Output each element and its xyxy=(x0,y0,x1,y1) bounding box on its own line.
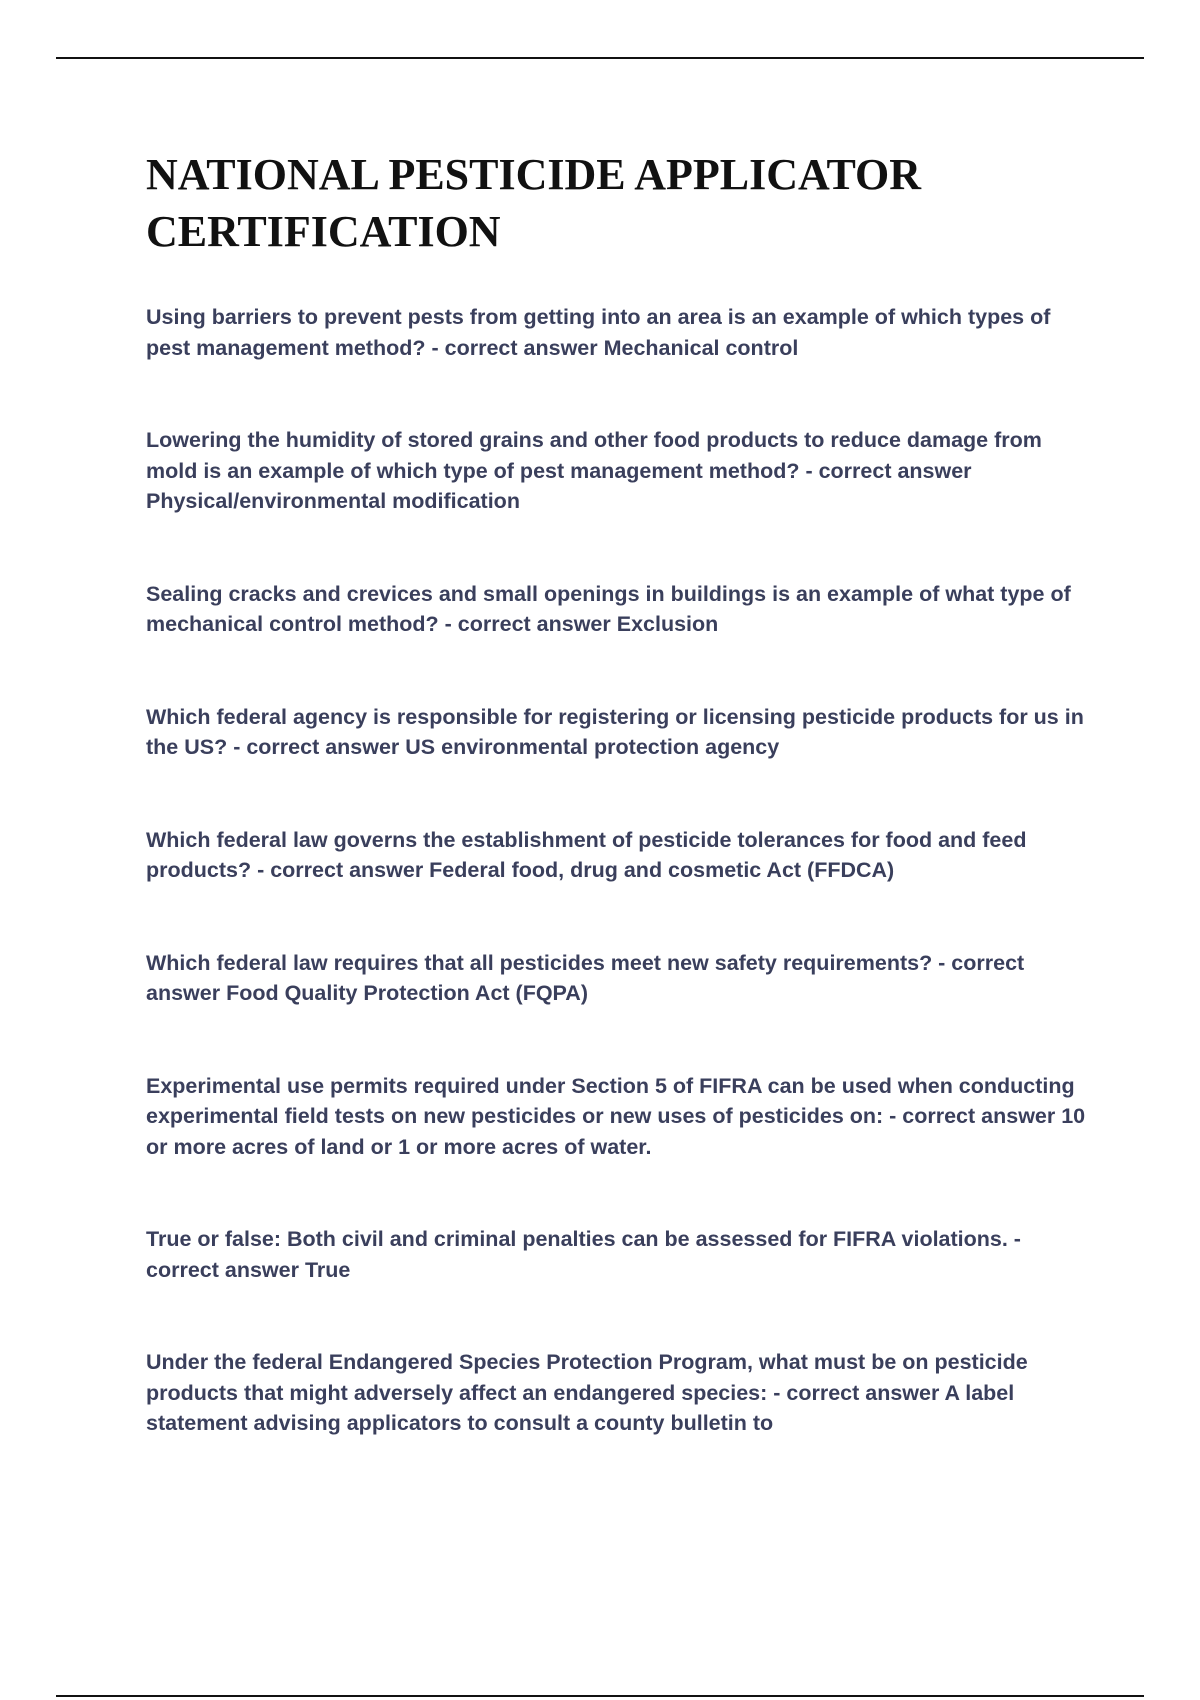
qa-list xyxy=(146,302,1090,1501)
bottom-divider xyxy=(56,1695,1144,1697)
qa-item: Lowering the humidity of stored grains and other food products to reduce damage from mold is an example of which type of pest management method? - correct answer Physical/environmental modification xyxy=(146,428,1042,513)
qa-item: Under the federal Endangered Species Protection Program, what must be on pesticide products that might adversely affect an endangered species: - correct answer A label statement advising applicators to consult a county bulletin to xyxy=(146,1350,1028,1435)
qa-item: Sealing cracks and crevices and small openings in buildings is an example of what type of mechanical control method? - correct answer Exclusion xyxy=(146,581,1071,636)
top-divider xyxy=(56,57,1144,59)
qa-item: Using barriers to prevent pests from getting into an area is an example of which types of pest management method? - correct answer Mechanical control xyxy=(146,305,1051,360)
qa-item: Which federal law governs the establishment of pesticide tolerances for food and feed products? - correct answer Federal food, drug and cosmetic Act (FFDCA) xyxy=(146,827,1027,882)
qa-item: Which federal law requires that all pesticides meet new safety requirements? - correct answer Food Quality Protection Act (FQPA) xyxy=(146,950,1025,1005)
qa-item: True or false: Both civil and criminal penalties can be assessed for FIFRA violations. - correct answer True xyxy=(146,1227,1021,1282)
document-title: NATIONAL PESTICIDE APPLICATOR CERTIFICATION xyxy=(146,150,922,256)
qa-item: Which federal agency is responsible for registering or licensing pesticide products for us in the US? - correct answer US environmental protection agency xyxy=(146,704,1084,759)
qa-item: Experimental use permits required under Section 5 of FIFRA can be used when conducting experimental field tests on new pesticides or new uses of pesticides on: - correct answer 10 or more acres of land or 1 or more acres of water. xyxy=(146,1073,1086,1159)
